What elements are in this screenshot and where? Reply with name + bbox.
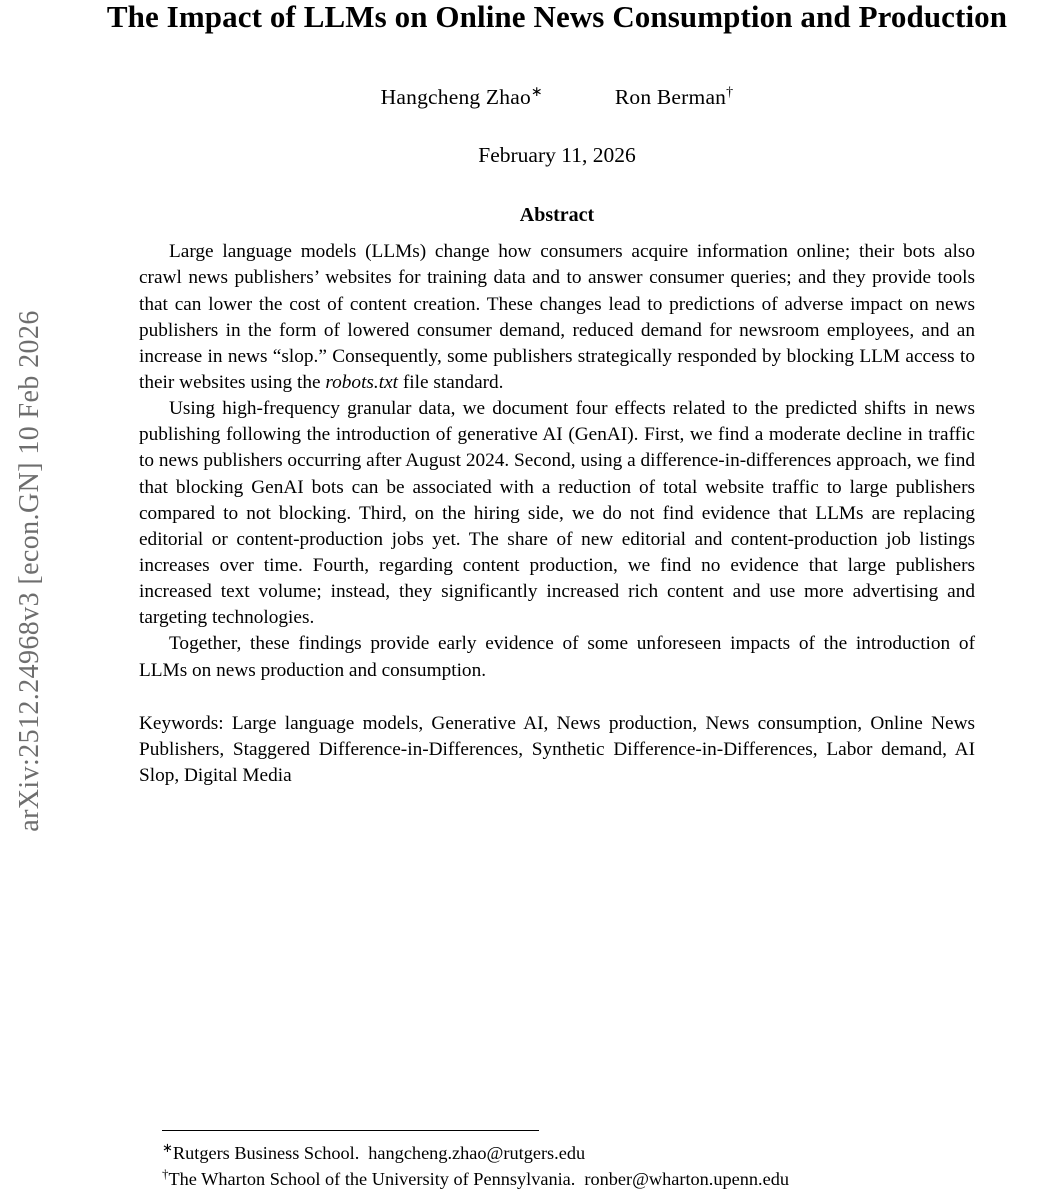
- robots-txt-mention: robots.txt: [325, 371, 399, 393]
- abstract-heading: Abstract: [519, 204, 595, 227]
- abstract-paragraph-tail: file standard.: [398, 371, 504, 393]
- author-entry: [615, 85, 733, 110]
- abstract-paragraph-text: Large language models (LLMs) change how consumers acquire information online; their bots also crawl news publishers’ websites for training data and to answer consumer queries; and they provide tools that can lower the cost of content creation. These changes lead to predictions of adverse impact on news publishers in the form of lowered consumer demand, reduced demand for newsroom employees, and an increase in news “slop.” Consequently, some publishers strategically responded by blocking LLM access to their websites using the: [139, 241, 975, 393]
- publication-date: February 11, 2026: [478, 143, 636, 168]
- author-name: Hangcheng Zhao: [380, 85, 531, 110]
- author-footnote-marker: †: [726, 85, 734, 101]
- abstract-paragraph: Together, these findings provide early evidence of some unforeseen impacts of the introduction of LLMs on news production and consumption.: [139, 633, 975, 681]
- page-title: The Impact of LLMs on Online News Consumption and Production: [106, 0, 1008, 34]
- author-name: Ron Berman: [614, 85, 727, 110]
- footnote-email: hangcheng.zhao@rutgers.edu: [368, 1143, 586, 1164]
- keywords-line: Keywords: Large language models, Generative AI, News production, News consumption, Online News Publishers, Staggered Difference-in-Differences, Synthetic Difference-in-Differences, Labor demand, AI Slop, Digital Media: [139, 712, 975, 786]
- abstract-paragraph: [139, 239, 975, 396]
- footnote-marker: †: [162, 1166, 169, 1182]
- paper-page: [62, 0, 1052, 1200]
- footnote-item: [162, 1166, 1052, 1192]
- footnote-item: [162, 1140, 1052, 1166]
- footnotes: [162, 1130, 1052, 1192]
- footnote-divider: [162, 1130, 539, 1131]
- abstract-paragraph: Using high-frequency granular data, we document four effects related to the predicted shifts in news publishing following the introduction of generative AI (GenAI). First, we find a moderate decline in traffic to news publishers occurring after August 2024. Second, using a difference-in-differences approach, we find that blocking GenAI bots can be associated with a reduction of total website traffic to large publishers compared to not blocking. Third, on the hiring side, we do not find evidence that LLMs are replacing editorial or content-production jobs yet. The share of new editorial and content-production job listings increases over time. Fourth, regarding content production, we find no evidence that large publishers increased text volume; instead, they significantly increased rich content and use more advertising and targeting technologies.: [139, 398, 975, 629]
- author-footnote-marker: ∗: [530, 85, 543, 101]
- footnote-affiliation: The Wharton School of the University of Pennsylvania.: [168, 1169, 576, 1190]
- footnote-email: ronber@wharton.upenn.edu: [584, 1169, 790, 1190]
- footnote-affiliation: Rutgers Business School.: [172, 1143, 360, 1164]
- footnote-marker: ∗: [162, 1140, 173, 1156]
- arxiv-stamp: [0, 0, 60, 1200]
- author-list: [62, 84, 1052, 110]
- author-entry: [381, 84, 543, 110]
- abstract-section: [139, 204, 975, 683]
- arxiv-identifier-text: arXiv:2512.24968v3 [econ.GN] 10 Feb 2026: [14, 310, 45, 832]
